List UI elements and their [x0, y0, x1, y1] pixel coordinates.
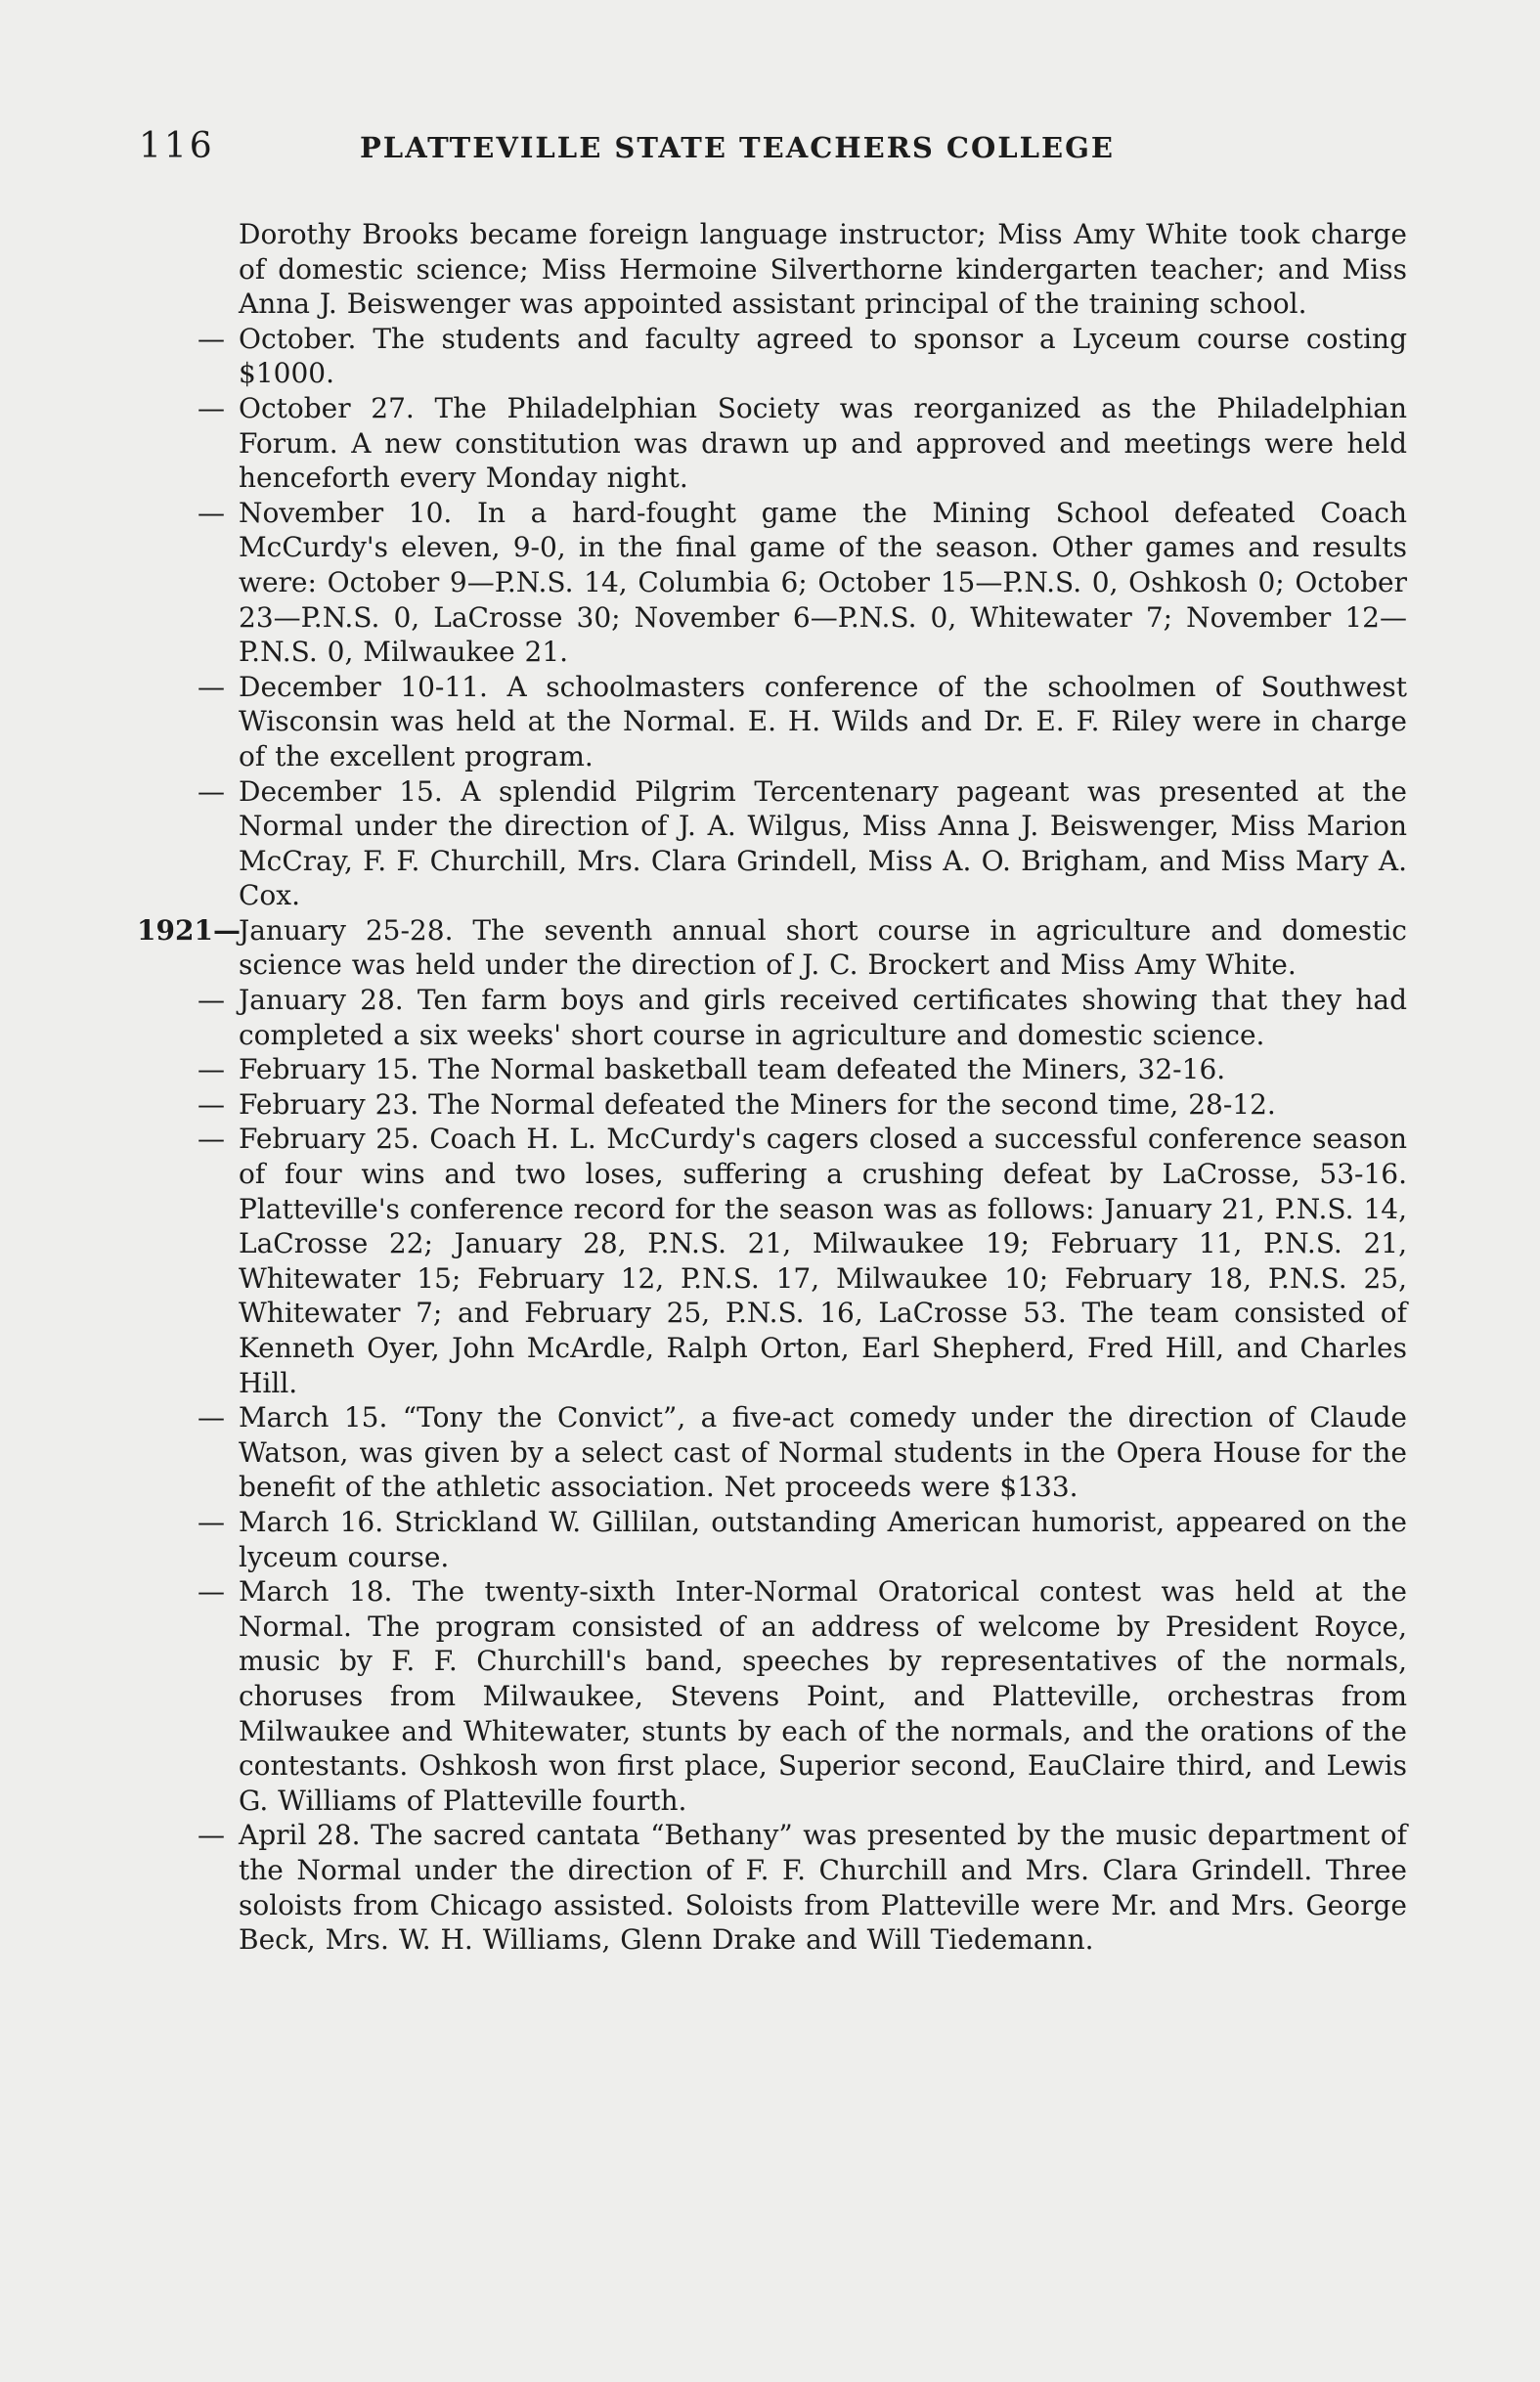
entry-text: December 15. A splendid Pilgrim Tercentenary pageant was presented at the Normal under the direction of J. A. Wilgus, Miss Anna J. Beiswenger, Miss Marion McCray, F. F. Churchill, Mrs. Clara Grindell, Miss A. O. Brigham, and Miss Mary A. Cox. [239, 774, 1407, 912]
entry-paragraph [198, 391, 1407, 496]
entry-dash: — [198, 391, 225, 424]
entry-text: February 15. The Normal basketball team defeated the Miners, 32-16. [239, 1053, 1226, 1086]
running-head: PLATTEVILLE STATE TEACHERS COLLEGE [360, 131, 1116, 164]
entry-text: March 18. The twenty-sixth Inter-Normal Oratorical contest was held at the Normal. The program consisted of an address of welcome by President Royce, music by F. F. Churchill's band, speeches by representatives of the normals, choruses from Milwaukee, Stevens Point, and Platteville, orchestras from Milwaukee and Whitewater, stunts by each of the normals, and the orations of the contestants. Oshkosh won first place, Superior second, EauClaire third, and Lewis G. Williams of Platteville fourth. [239, 1575, 1407, 1817]
page-number: 116 [139, 126, 215, 166]
entry-paragraph [198, 774, 1407, 913]
entry-text: October 27. The Philadelphian Society was reorganized as the Philadelphian Forum. A new constitution was drawn up and approved and meetings were held henceforth every Monday night. [239, 391, 1407, 495]
entry-text: February 25. Coach H. L. McCurdy's cagers closed a successful conference season of four wins and two loses, suffering a crushing defeat by LaCrosse, 53-16. Platteville's conference record for the season was as follows: January 21, P.N.S. 14, LaCrosse 22; January 28, P.N.S. 21, Milwaukee 19; February 11, P.N.S. 21, Whitewater 15; February 12, P.N.S. 17, Milwaukee 10; February 18, P.N.S. 25, Whitewater 7; and February 25, P.N.S. 16, LaCrosse 53. The team consisted of Kenneth Oyer, John McArdle, Ralph Orton, Earl Shepherd, Fred Hill, and Charles Hill. [239, 1123, 1407, 1399]
year-marker [137, 913, 241, 948]
entry-text: March 15. “Tony the Convict”, a five-act comedy under the direction of Claude Watson, was given by a select cast of Normal students in the Opera House for the benefit of the athletic association. Net proceeds were $133. [239, 1401, 1407, 1504]
entry-paragraph [198, 322, 1407, 391]
entry-text: January 25-28. The seventh annual short course in agriculture and domestic science was held under the direction of J. C. Brockert and Miss Amy White. [239, 913, 1407, 982]
entry-text: November 10. In a hard-fought game the Mining School defeated Coach McCurdy's eleven, 9-0, in the final game of the season. Other games and results were: October 9—P.N.S. 14, Columbia 6; October 15—P.N.S. 0, Oshkosh 0; October 23—P.N.S. 0, LaCrosse 30; November 6—P.N.S. 0, Whitewater 7; November 12—P.N.S. 0, Milwaukee 21. [239, 496, 1407, 669]
entry-dash: — [198, 1053, 225, 1086]
entry-text: February 23. The Normal defeated the Miners for the second time, 28-12. [239, 1087, 1276, 1121]
entry-dash: — [198, 322, 225, 355]
entry-text: April 28. The sacred cantata “Bethany” was presented by the music department of the Normal under the direction of F. F. Churchill and Mrs. Clara Grindell. Three soloists from Chicago assisted. Soloists from Platteville were Mr. and Mrs. George Beck, Mrs. W. H. Williams, Glenn Drake and Will Tiedemann. [239, 1819, 1407, 1957]
entry-paragraph [239, 217, 1407, 322]
entry-text: December 10-11. A schoolmasters conference of the schoolmen of Southwest Wisconsin was held at the Normal. E. H. Wilds and Dr. E. F. Riley were in charge of the excellent program. [239, 670, 1407, 772]
entry-paragraph [198, 1818, 1407, 1957]
entry-dash: — [212, 913, 241, 947]
entry-dash: — [198, 496, 225, 529]
entry-paragraph [198, 1087, 1407, 1123]
entry-dash: — [198, 984, 225, 1017]
entry-dash: — [198, 670, 225, 703]
entry-paragraph [137, 913, 1407, 983]
entry-paragraph [198, 1122, 1407, 1400]
entry-paragraph [198, 496, 1407, 670]
entry-paragraph [198, 1400, 1407, 1505]
entry-dash: — [198, 1123, 225, 1156]
entry-dash: — [198, 1087, 225, 1121]
entry-text: January 28. Ten farm boys and girls received certificates showing that they had completed a six weeks' short course in agriculture and domestic science. [239, 984, 1407, 1051]
entry-dash: — [198, 1401, 225, 1434]
entry-year: 1921 [137, 913, 213, 947]
entry-text: October. The students and faculty agreed to sponsor a Lyceum course costing $1000. [239, 322, 1407, 390]
entry-paragraph [198, 983, 1407, 1052]
entry-paragraph [198, 1052, 1407, 1087]
chronology-text [0, 217, 1540, 1958]
entry-dash: — [198, 1505, 225, 1538]
entry-paragraph [198, 670, 1407, 774]
entry-paragraph [198, 1574, 1407, 1818]
entry-dash: — [198, 1575, 225, 1609]
entry-dash: — [198, 774, 225, 808]
entry-text: March 16. Strickland W. Gillilan, outstanding American humorist, appeared on the lyceum course. [239, 1505, 1407, 1573]
entry-paragraph [198, 1505, 1407, 1574]
entry-dash: — [198, 1819, 225, 1852]
entry-text: Dorothy Brooks became foreign language instructor; Miss Amy White took charge of domestic science; Miss Hermoine Silverthorne kindergarten teacher; and Miss Anna J. Beiswenger was appointed assistant principal of the training school. [239, 218, 1407, 321]
